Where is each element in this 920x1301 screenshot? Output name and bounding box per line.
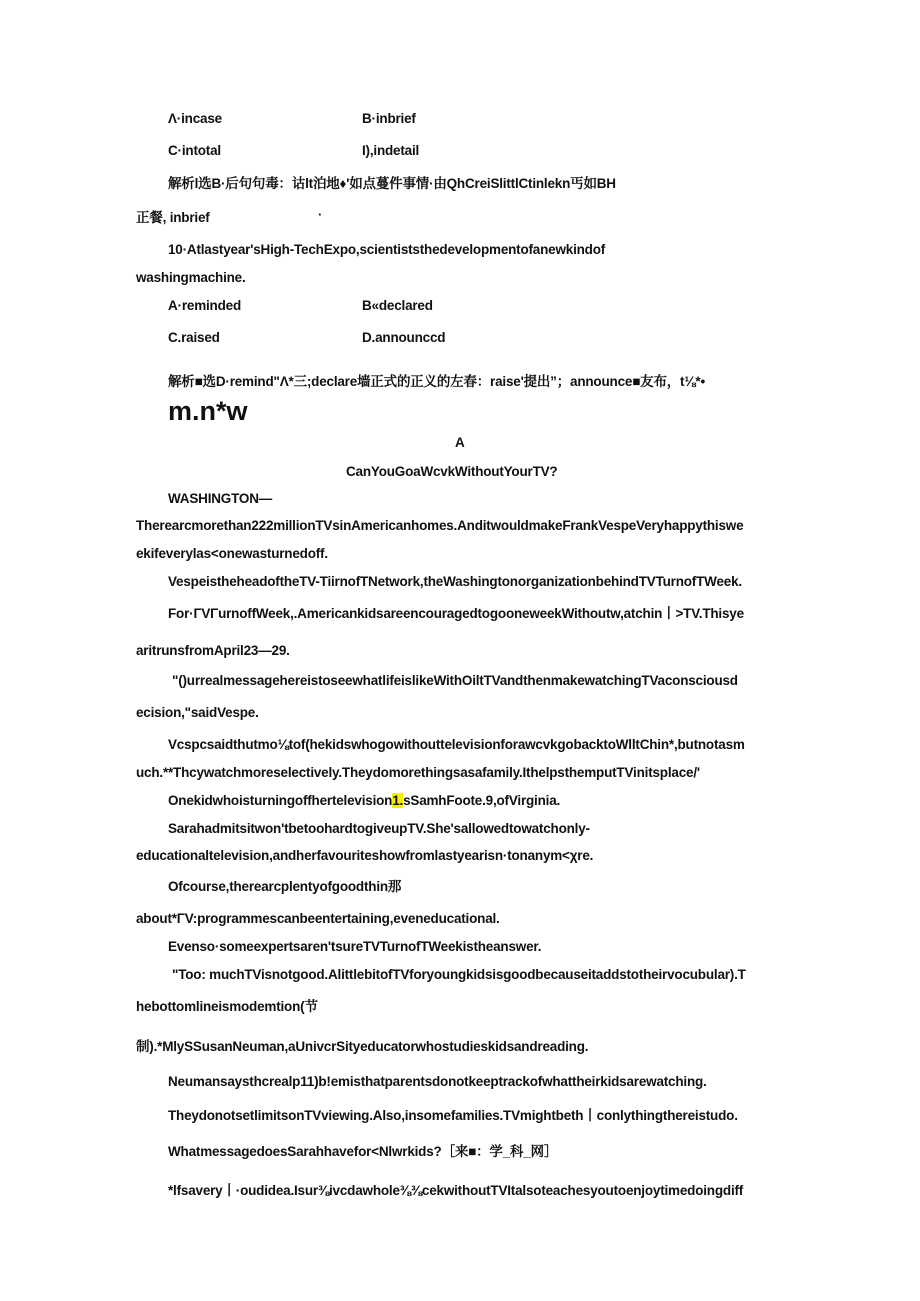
q10-option-d: D.announccd xyxy=(362,330,446,345)
passage-line: WASHINGTON— xyxy=(168,491,273,506)
passage-line: educationaltelevision,andherfavouriteshowfromlastyearisn·tonanym<χre. xyxy=(136,848,594,863)
stray-mark: · xyxy=(318,207,323,222)
q10-option-b: B«declared xyxy=(362,298,433,313)
passage-line: WhatmessagedoesSarahhavefor<Nlwrkids?［来■：学_科_网］ xyxy=(168,1144,558,1159)
passage-line: "()urrealmessagehereistoseewhatlifeislikeWithOiltTVandthenmakewatchingTVaconsciousd xyxy=(172,673,738,688)
q10-analysis-big: m.n*w xyxy=(168,396,248,426)
passage-line: ecision,"saidVespe. xyxy=(136,705,259,720)
q9-option-a: Λ·incase xyxy=(168,111,222,126)
q9-analysis-line1: 解析l选B·后句句毒：诂lt泊地♦'如点蔓件事情·由QhCreiSlittlCtinlekn丐如BH xyxy=(168,176,616,191)
q9-option-b: B·inbrief xyxy=(362,111,416,126)
q10-stem-line2: washingmachine. xyxy=(136,270,246,285)
q9-option-c: C·intotal xyxy=(168,143,221,158)
passage-line: For·ΓVΓurnoffWeek,.AmericankidsareencouragedtogooneweekWithoutw,atchin丨>TV.Thisye xyxy=(168,606,744,621)
highlight-mark: 1. xyxy=(392,793,404,808)
passage-line: Neumansaysthcrealp11)b!emisthatparentsdonotkeeptrackofwhattheirkidsarewatching. xyxy=(168,1074,707,1089)
passage-line: about*ΓV:programmescanbeentertaining,eveneducational. xyxy=(136,911,500,926)
passage-title: CanYouGoaWcvkWithoutYourTV? xyxy=(346,464,558,479)
passage-line: Ofcourse,therearcplentyofgoodthin那 xyxy=(168,879,402,894)
passage-line: Vcspcsaidthutmo⅛tof(hekidswhogowithouttelevisionforawcvkgobacktoWlltChin*,butnotasm xyxy=(168,737,745,752)
passage-line: Therearcmorethan222millionTVsinAmericanhomes.AnditwouldmakeFrankVespeVeryhappythiswe xyxy=(136,518,744,533)
passage-line: VespeistheheadoftheTV-TiirnofTNetwork,theWashingtonorganizationbehindTVTurnofTWeek. xyxy=(168,574,742,589)
q9-analysis-line2: 正餐, inbrief xyxy=(136,210,210,225)
passage-line: *lfsavery丨·oudidea.Isur⅜ivcdawhole⅜⅜cekwithoutTVItalsoteachesyoutoenjoytimedoingdiff xyxy=(168,1183,744,1198)
passage-line: aritrunsfromApril23—29. xyxy=(136,643,290,658)
passage-line: Sarahadmitsitwon'tbetoohardtogiveupTV.She'sallowedtowatchonly- xyxy=(168,821,590,836)
q10-option-c: C.raised xyxy=(168,330,220,345)
passage-line-highlighted xyxy=(168,792,560,810)
passage-line: hebottomlineismodemtion(节 xyxy=(136,999,318,1014)
passage-line-segment: sSamhFoote.9,ofVirginia. xyxy=(403,793,561,808)
q10-option-a: A·reminded xyxy=(168,298,242,313)
passage-line: 制).*MlySSusanNeuman,aUnivcrSityeducatorwhostudieskidsandreading. xyxy=(136,1039,589,1054)
passage-line: uch.**Thcywatchmoreselectively.Theydomorethingsasafamily.IthelpsthemputTVinitsplace/' xyxy=(136,765,700,780)
passage-letter: A xyxy=(455,435,465,450)
q10-stem-line1: 10·Atlastyear'sHigh-TechExpo,scientiststhedevelopmentofanewkindof xyxy=(168,242,606,257)
passage-line: ekifeverylas<onewasturnedoff. xyxy=(136,546,328,561)
passage-line: Evenso·someexpertsaren'tsureTVTurnofTWeekistheanswer. xyxy=(168,939,542,954)
passage-line-segment: Onekidwhoisturningoffhertelevision xyxy=(168,793,393,808)
passage-line: TheydonotsetlimitsonTVviewing.Also,insomefamilies.TVmightbeth丨conlythingthereistudo. xyxy=(168,1108,738,1123)
q9-option-d: I),indetail xyxy=(362,143,420,158)
q10-analysis-line1: 解析■选D·remind"Λ*三;declare墙正式的正义的左春：raise'提出”；announce■友布，t⅛*• xyxy=(168,374,705,389)
passage-line: "Too: muchTVisnotgood.AlittlebitofTVforyoungkidsisgoodbecauseitaddstotheirvocubular).T xyxy=(172,967,746,982)
